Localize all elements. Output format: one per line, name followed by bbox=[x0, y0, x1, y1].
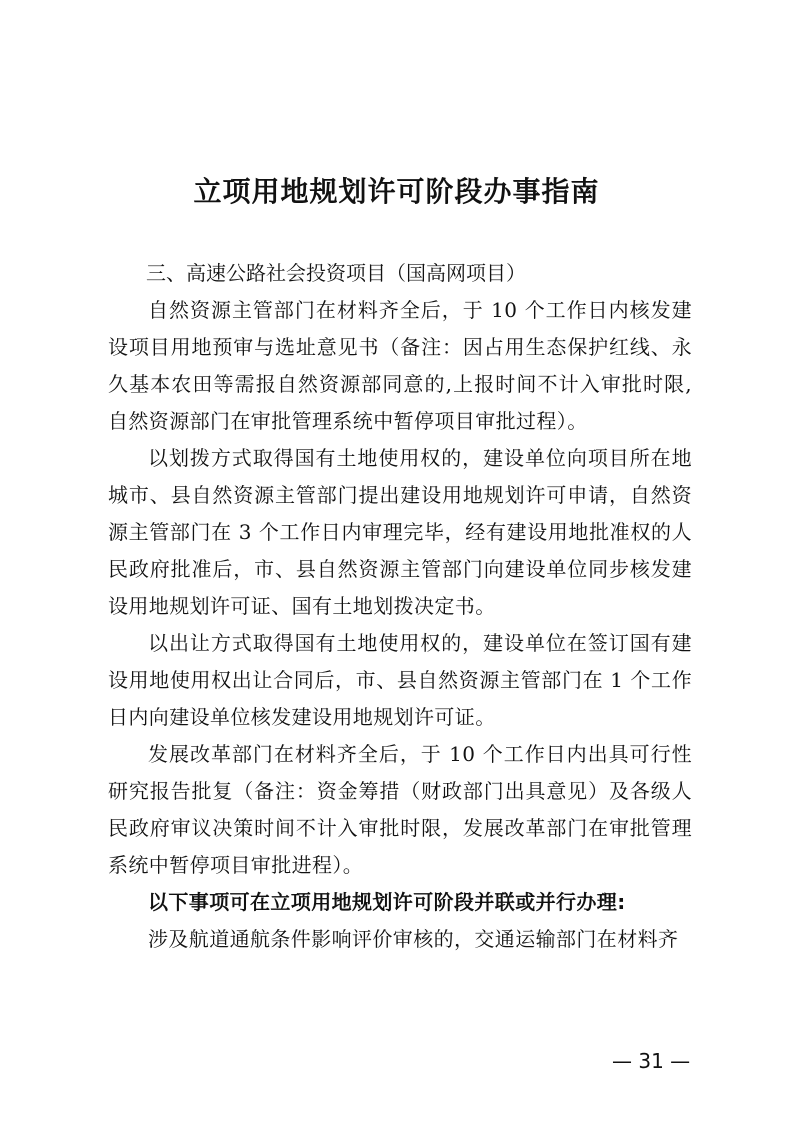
document-body bbox=[108, 292, 692, 958]
section-heading: 三、高速公路社会投资项目（国高网项目） bbox=[146, 261, 526, 285]
page-title: 立项用地规划许可阶段办事指南 bbox=[193, 175, 600, 208]
paragraph-parallel-items-heading: 以下事项可在立项用地规划许可阶段并联或并行办理: bbox=[148, 890, 626, 914]
page-number: — 31 — bbox=[612, 1049, 691, 1073]
paragraph-feasibility-approval: 发展改革部门在材料齐全后，于 10 个工作日内出具可行性研究报告批复（备注：资金筹措（财政部门出具意见）及各级人民政府审议决策时间不计入审批时限，发展改革部门在审批管理系统中暂停项目审批进程）。 bbox=[108, 742, 692, 877]
paragraph-land-preapproval: 自然资源主管部门在材料齐全后，于 10 个工作日内核发建设项目用地预审与选址意见书（备注：因占用生态保护红线、永久基本农田等需报自然资源部同意的,上报时间不计入审批时限,自然资源部门在审批管理系统中暂停项目审批过程）。 bbox=[108, 298, 692, 433]
paragraph-transfer-permit: 以出让方式取得国有土地使用权的，建设单位在签订国有建设用地使用权出让合同后，市、县自然资源主管部门在 1 个工作日内向建设单位核发建设用地规划许可证。 bbox=[108, 631, 692, 729]
paragraph-allocation-permit: 以划拨方式取得国有土地使用权的，建设单位向项目所在地城市、县自然资源主管部门提出建设用地规划许可申请，自然资源主管部门在 3 个工作日内审理完毕，经有建设用地批准权的人民政府批准后，市、县自然资源主管部门向建设单位同步核发建设用地规划许可证、国有土地划拨决定书。 bbox=[108, 446, 692, 618]
paragraph-navigation-review: 涉及航道通航条件影响评价审核的，交通运输部门在材料齐 bbox=[148, 927, 679, 951]
